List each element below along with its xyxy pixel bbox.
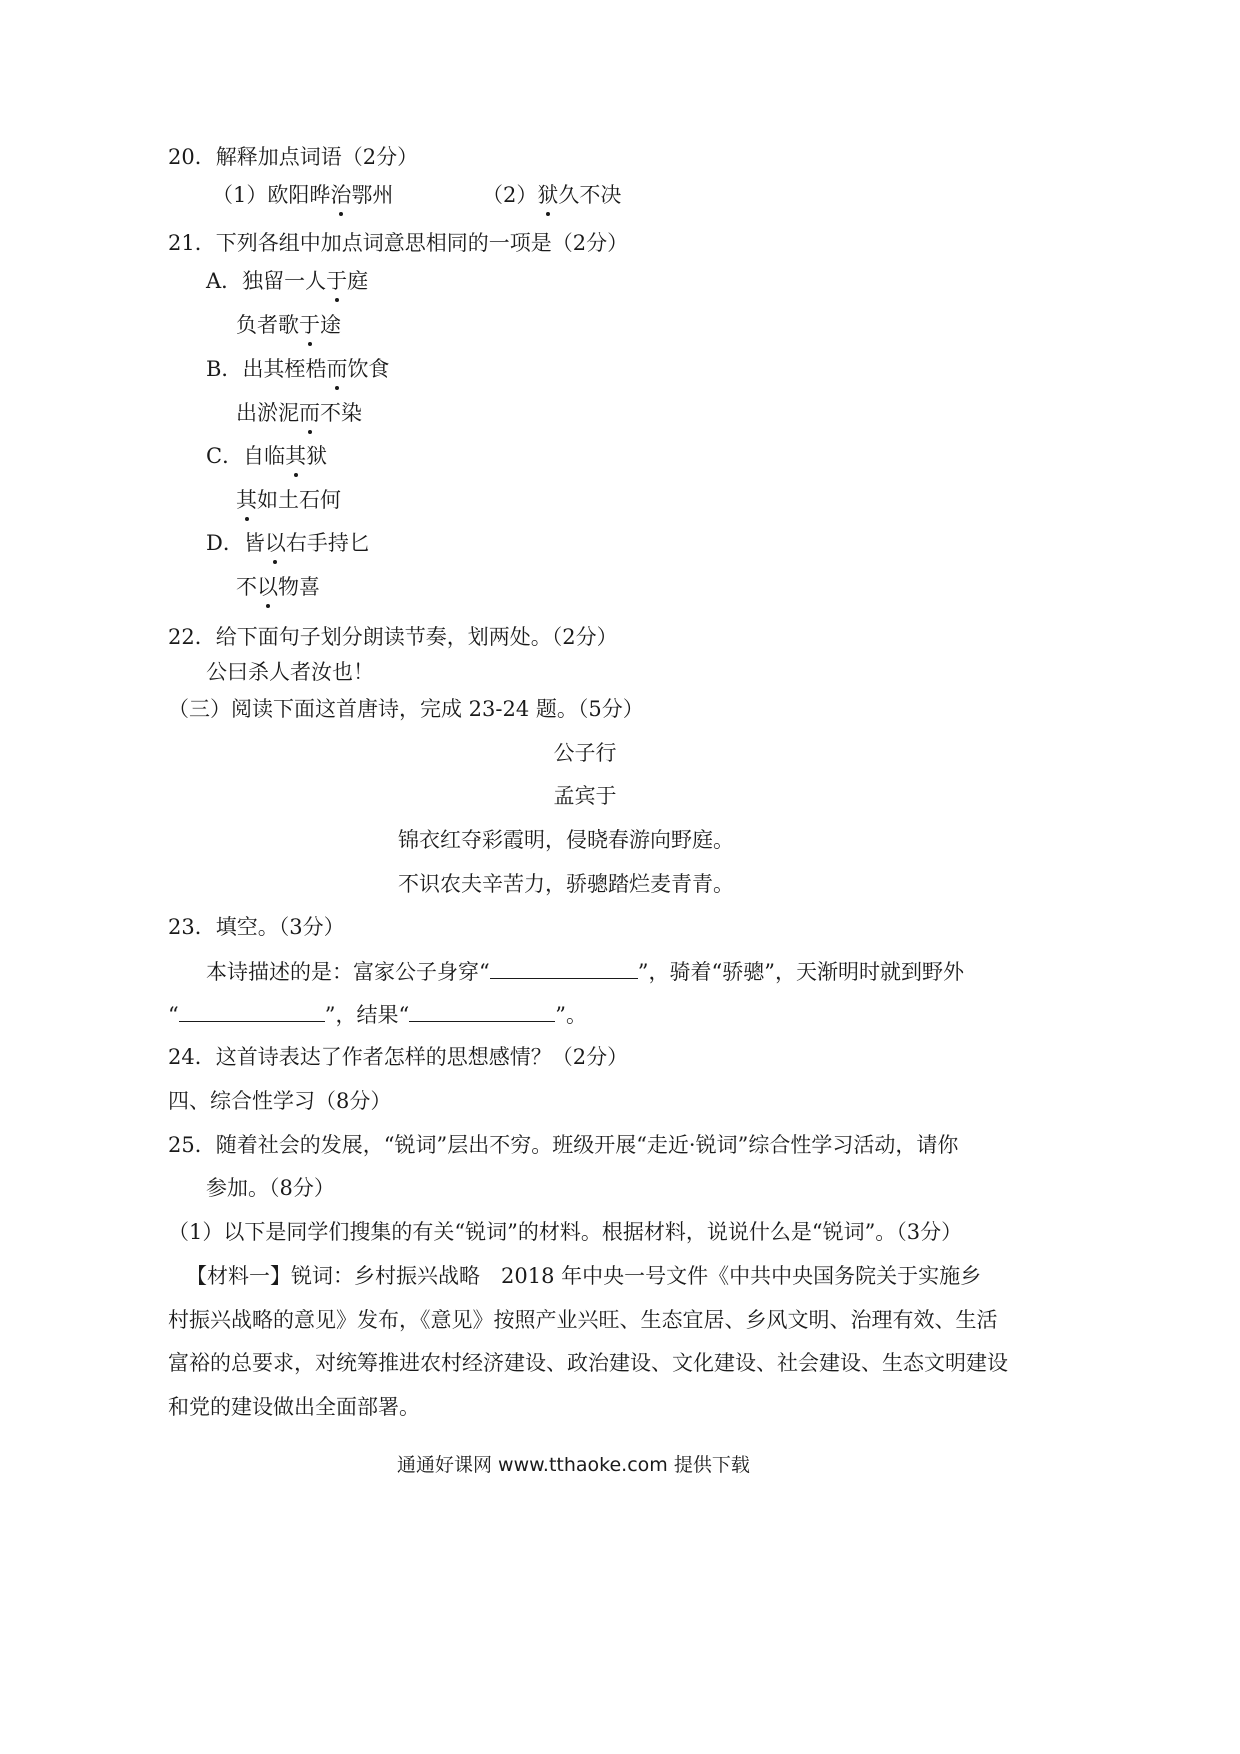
option-text: 独留一人 [242, 269, 327, 293]
dotted-word: 以 [265, 528, 286, 558]
poem-title: 公子行 [553, 741, 617, 765]
question-24-stem: 24．这首诗表达了作者怎样的思想感情？（2分） [168, 1045, 629, 1069]
fill-text: ”。 [555, 1003, 587, 1027]
dotted-word: 其 [236, 485, 257, 515]
answer-blank-2[interactable] [179, 999, 325, 1022]
option-text: 途 [320, 313, 341, 337]
material-line-3: 富裕的总要求，对统筹推进农村经济建设、政治建设、文化建设、社会建设、生态文明建设 [168, 1351, 1008, 1375]
option-d-line-2 [236, 572, 320, 602]
poem-line-2: 不识农夫辛苦力，骄骢踏烂麦青青。 [398, 872, 734, 896]
option-text: 皆 [243, 531, 265, 555]
question-25-line-1: 25．随着社会的发展，“锐词”层出不穷。班级开展“走近·锐词”综合性学习活动，请你 [168, 1133, 959, 1157]
question-23-text-line-1 [206, 956, 964, 987]
question-25-line-2: 参加。（8分） [206, 1176, 335, 1200]
option-c-line-1 [206, 441, 327, 471]
option-b-line-1 [206, 354, 389, 384]
poem-author: 孟宾于 [553, 784, 617, 808]
question-20-item-1 [212, 180, 393, 210]
option-b-line-2 [236, 398, 362, 428]
fill-text: ”，骑着“骄骢”，天渐明时就到野外 [637, 960, 964, 984]
question-22-sentence: 公曰杀人者汝也！ [206, 660, 374, 684]
option-letter: B． [206, 357, 243, 381]
option-a-line-2 [236, 310, 341, 340]
option-text: 物喜 [278, 575, 320, 599]
fill-text: “ [168, 1003, 179, 1027]
page-footer: 通通好课网 www.tthaoke.com 提供下载 [397, 1454, 750, 1476]
question-23-text-line-2 [168, 999, 587, 1030]
option-c-line-2 [236, 485, 341, 515]
dotted-word: 其 [285, 441, 306, 471]
option-text: 出其桎梏 [242, 357, 327, 381]
section-4-heading: 四、综合性学习（8分） [168, 1089, 392, 1113]
question-23-stem: 23．填空。（3分） [168, 915, 345, 939]
option-text: 饮食 [347, 357, 390, 381]
item-text: （1）欧阳晔 [212, 183, 331, 207]
option-text: 自临 [243, 444, 286, 468]
option-text: 右手持匕 [285, 531, 370, 555]
option-text: 庭 [347, 269, 369, 293]
dotted-word: 治 [330, 180, 351, 210]
option-letter: A． [206, 269, 243, 293]
option-text: 狱 [306, 444, 328, 468]
option-text: 负者歌 [236, 313, 299, 337]
option-letter: C． [206, 444, 244, 468]
dotted-word: 而 [299, 398, 320, 428]
poem-line-1: 锦衣红夺彩霞明，侵晓春游向野庭。 [398, 828, 734, 852]
question-20-stem: 20．解释加点词语（2分） [168, 145, 419, 169]
option-a-line-1 [206, 266, 368, 296]
answer-blank-3[interactable] [409, 999, 555, 1022]
option-text: 如土石何 [257, 488, 341, 512]
item-text: 鄂州 [351, 183, 394, 207]
dotted-word: 狱 [537, 180, 558, 210]
material-line-2: 村振兴战略的意见》发布，《意见》按照产业兴旺、生态宜居、乡风文明、治理有效、生活 [168, 1308, 998, 1332]
item-text: （2） [482, 183, 538, 207]
dotted-word: 于 [299, 310, 320, 340]
option-letter: D． [206, 531, 244, 555]
item-text: 久不决 [558, 183, 622, 207]
question-22-stem: 22．给下面句子划分朗读节奏，划两处。（2分） [168, 625, 618, 649]
question-20-item-2 [482, 180, 621, 210]
section-3-heading: （三）阅读下面这首唐诗，完成 23-24 题。（5分） [168, 697, 644, 721]
dotted-word: 而 [326, 354, 347, 384]
dotted-word: 于 [326, 266, 347, 296]
question-25-sub-1: （1）以下是同学们搜集的有关“锐词”的材料。根据材料，说说什么是“锐词”。（3分） [168, 1220, 963, 1244]
fill-text: 本诗描述的是：富家公子身穿“ [206, 960, 490, 984]
option-text: 出淤泥 [236, 401, 299, 425]
material-line-4: 和党的建设做出全面部署。 [168, 1395, 420, 1419]
material-line-1: 【材料一】锐词：乡村振兴战略 2018 年中央一号文件《中共中央国务院关于实施乡 [186, 1264, 982, 1288]
question-21-stem: 21．下列各组中加点词意思相同的一项是（2分） [168, 231, 629, 255]
option-text: 不染 [320, 401, 362, 425]
option-d-line-1 [206, 528, 370, 558]
option-text: 不 [236, 575, 257, 599]
dotted-word: 以 [257, 572, 278, 602]
answer-blank-1[interactable] [490, 956, 638, 979]
fill-text: ”，结果“ [324, 1003, 410, 1027]
